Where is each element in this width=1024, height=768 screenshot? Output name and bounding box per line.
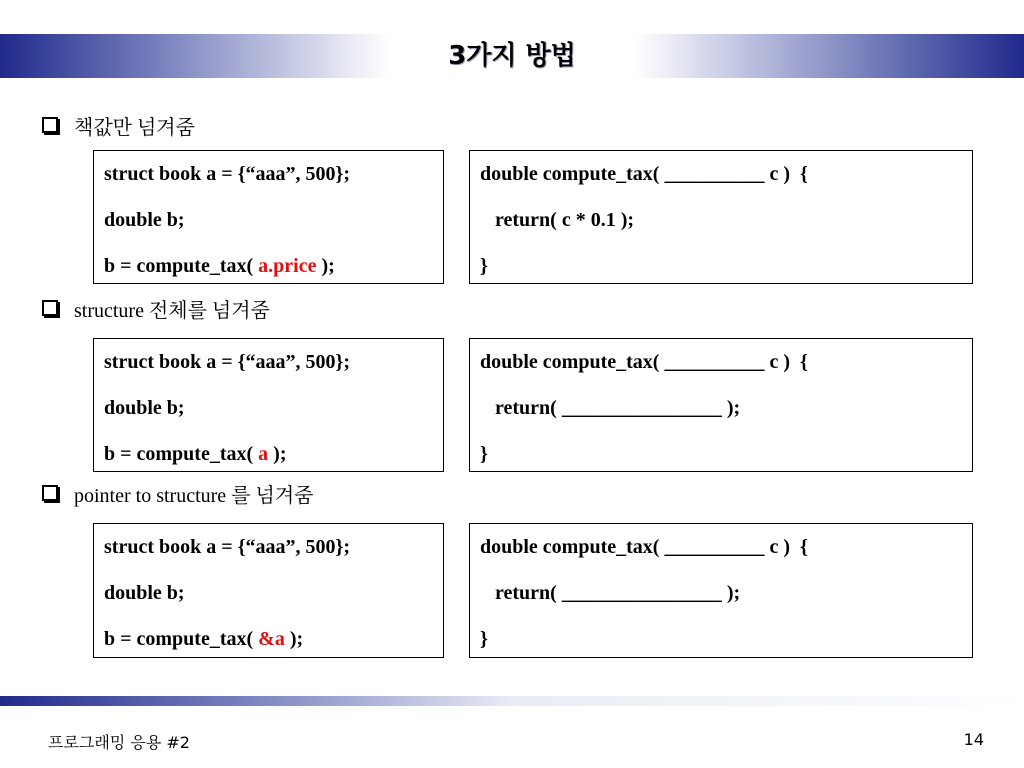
code-line: } [480,443,488,465]
call-suffix: ); [316,255,335,277]
checkbox-square-icon [42,485,58,501]
code-line: return( ________________ ); [480,397,741,419]
code-line: struct book a = {“aaa”, 500}; [104,536,351,558]
code-line: double compute_tax( __________ c ) { [480,351,808,373]
function-code-box-3 [469,523,973,658]
bullet-item-2 [40,293,270,323]
argument-highlight: a [258,443,269,465]
slide-title: 3가지 방법 [448,41,576,71]
code-line: struct book a = {“aaa”, 500}; [104,163,351,185]
argument-highlight: a.price [258,255,317,277]
bullet-text-3: pointer to structure 를 넘겨줌 [74,484,314,507]
bullet-text-2: structure 전체를 넘겨줌 [74,299,270,322]
code-line: struct book a = {“aaa”, 500}; [104,351,351,373]
code-line: double b; [104,582,185,604]
checkbox-square-icon [42,117,58,133]
code-line: return( ________________ ); [480,582,741,604]
code-line-call [104,624,433,670]
checkbox-square-icon [42,300,58,316]
caller-code-box-1 [93,150,444,284]
call-suffix: ); [284,628,304,650]
code-line: double compute_tax( __________ c ) { [480,163,808,185]
footer-course-label: 프로그래밍 응용 #2 [48,733,190,752]
function-code-box-1 [469,150,973,284]
code-line: } [480,255,488,277]
call-prefix: b = compute_tax( [104,255,259,277]
footer-band [0,696,1024,706]
code-line-call [104,251,433,297]
caller-code-box-2 [93,338,444,472]
call-prefix: b = compute_tax( [104,443,259,465]
code-line: } [480,628,488,650]
bullet-item-1 [40,110,195,140]
bullet-text-1: 책값만 넘겨줌 [74,116,195,139]
code-line: return( c * 0.1 ); [480,209,635,231]
caller-code-box-3 [93,523,444,658]
code-line: double b; [104,397,185,419]
code-line: double b; [104,209,185,231]
call-prefix: b = compute_tax( [104,628,259,650]
argument-highlight: &a [258,628,285,650]
bullet-item-3 [40,478,313,508]
call-suffix: ); [268,443,287,465]
function-code-box-2 [469,338,973,472]
code-line: double compute_tax( __________ c ) { [480,536,808,558]
page-number: 14 [963,730,984,749]
